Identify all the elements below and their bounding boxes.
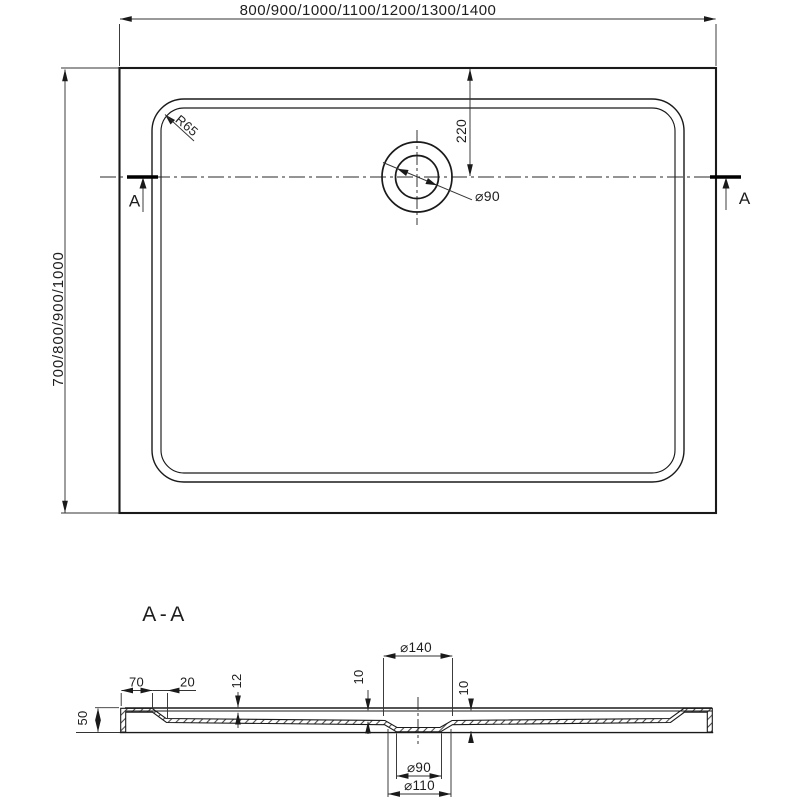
- drain-diameter-label: ⌀90: [475, 188, 500, 204]
- dim-rim-step: 20: [179, 674, 196, 690]
- dim-overall-depth: 700/800/900/1000: [50, 251, 67, 387]
- tray-outer-edge: [120, 68, 717, 513]
- dim-overall-height: 50: [75, 710, 90, 726]
- section-marker-a-right-label: A: [738, 189, 751, 208]
- section-marker-a-left-label: A: [128, 191, 141, 211]
- section-title: A-A: [142, 603, 188, 626]
- tray-cross-section-shell: [121, 708, 713, 732]
- dim-drain-offset: 220: [453, 118, 469, 144]
- dim-recess-diameter: ⌀140: [400, 640, 432, 655]
- section-arrow-right: [723, 178, 730, 189]
- dim-thickness-left: 10: [351, 669, 366, 685]
- section-arrow-left: [140, 178, 147, 189]
- top-view: [50, 2, 751, 513]
- dim-thickness-right: 10: [456, 680, 471, 696]
- dim-rim-drop: 12: [229, 673, 244, 689]
- dim-overall-width: 800/900/1000/1100/1200/1300/1400: [239, 2, 497, 19]
- tray-rim-outer: [152, 99, 684, 482]
- section-view: [75, 603, 713, 797]
- dim-rim-width: 70: [128, 674, 145, 690]
- dim-drain-hole-diameter: ⌀90: [406, 760, 432, 775]
- corner-radius-label: R65: [172, 111, 202, 140]
- tray-rim-inner: [161, 108, 675, 473]
- dim-drain-flange-diameter: ⌀110: [404, 778, 435, 793]
